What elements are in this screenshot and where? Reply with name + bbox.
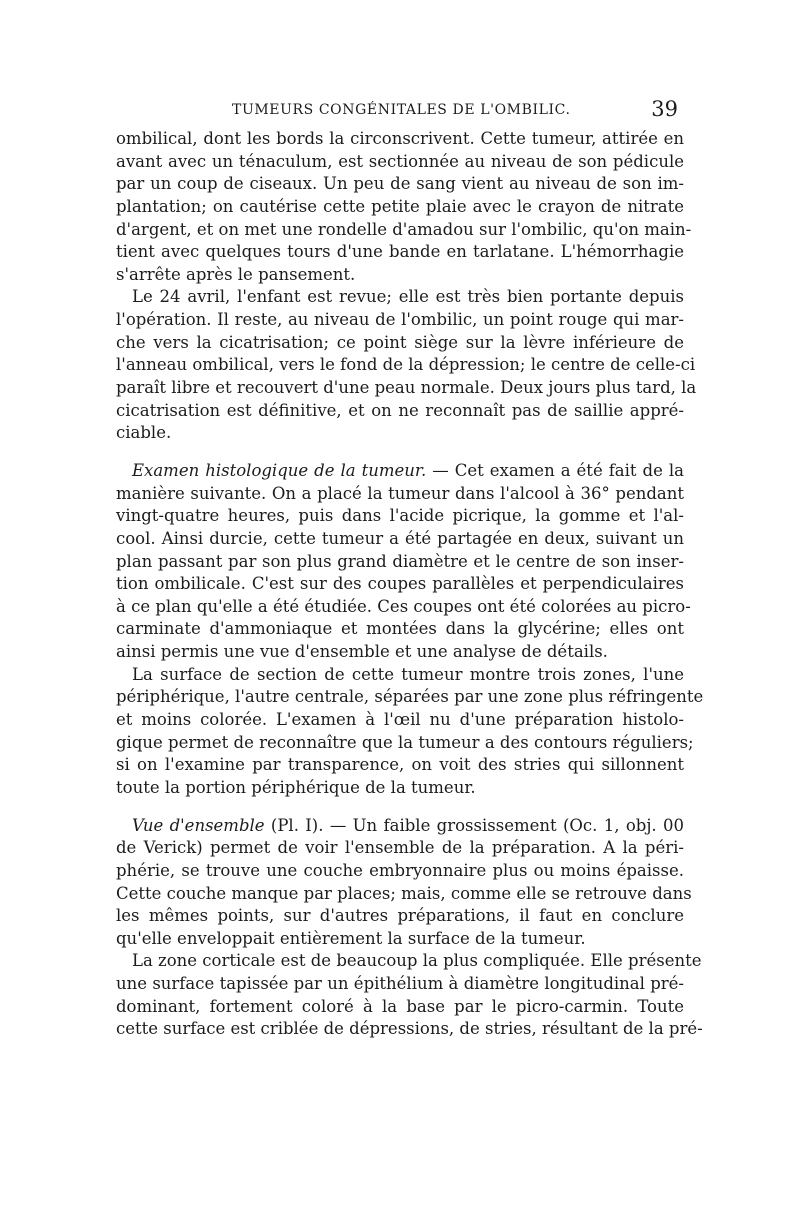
text-line: dominant, fortement coloré à la base par le picro-carmin. Toute <box>116 996 684 1016</box>
text-line: paraît libre et recouvert d'une peau normale. Deux jours plus tard, la <box>116 378 697 398</box>
text-line: périphérique, l'autre centrale, séparées par une zone plus réfringente <box>116 687 704 707</box>
text-line: à ce plan qu'elle a été étudiée. Ces coupes ont été colorées au picro- <box>116 596 691 616</box>
text-line <box>116 460 684 483</box>
text-line: ombilical, dont les bords la circonscrivent. Cette tumeur, attirée en <box>116 129 684 148</box>
text-line: ciable. <box>116 423 172 443</box>
text-line: s'arrête après le pansement. <box>116 264 356 284</box>
text-line: tient avec quelques tours d'une bande en tarlatane. L'hémorrhagie <box>116 242 684 262</box>
text-line: si on l'examine par transparence, on voit des stries qui sillonnent <box>116 755 684 775</box>
running-title: TUMEURS CONGÉNITALES DE L'OMBILIC. <box>232 102 571 118</box>
text-line: tion ombilicale. C'est sur des coupes parallèles et perpendiculaires <box>116 574 684 594</box>
text-line: La surface de section de cette tumeur montre trois zones, l'une <box>132 664 684 684</box>
text-line: les mêmes points, sur d'autres préparations, il faut en conclure <box>116 906 684 926</box>
text-line: qu'elle enveloppait entièrement la surface de la tumeur. <box>116 928 586 948</box>
text-line: plan passant par son plus grand diamètre et le centre de son inser- <box>116 551 684 571</box>
text-line: une surface tapissée par un épithélium à diamètre longitudinal pré- <box>116 974 684 994</box>
running-head <box>116 97 684 123</box>
text-line: l'anneau ombilical, vers le fond de la dépression; le centre de celle-ci <box>116 355 696 375</box>
text-line: Cette couche manque par places; mais, comme elle se retrouve dans <box>116 883 692 903</box>
text-line: avant avec un ténaculum, est sectionnée au niveau de son pédicule <box>116 151 684 171</box>
text-line: Le 24 avril, l'enfant est revue; elle est très bien portante depuis <box>132 287 684 307</box>
page-body <box>116 128 704 1041</box>
text-line: l'opération. Il reste, au niveau de l'ombilic, un point rouge qui mar- <box>116 310 684 330</box>
text-line: gique permet de reconnaître que la tumeur a des contours réguliers; <box>116 732 694 752</box>
page-number: 39 <box>651 97 678 121</box>
text-line: et moins colorée. L'examen à l'œil nu d'une préparation histolo- <box>116 710 684 730</box>
text-line: vingt-quatre heures, puis dans l'acide picrique, la gomme et l'al- <box>116 506 684 526</box>
text-line: phérie, se trouve une couche embryonnaire plus ou moins épaisse. <box>116 860 684 880</box>
heading-line-rest: — Cet examen a été fait de la <box>426 460 685 480</box>
text-line: d'argent, et on met une rondelle d'amadou sur l'ombilic, qu'on main- <box>116 219 692 239</box>
text-line: cool. Ainsi durcie, cette tumeur a été partagée en deux, suivant un <box>116 528 684 548</box>
text-line: La zone corticale est de beaucoup la plus compliquée. Elle présente <box>132 951 702 971</box>
text-line: manière suivante. On a placé la tumeur dans l'alcool à 36° pendant <box>116 483 684 503</box>
text-line: carminate d'ammoniaque et montées dans la glycérine; elles ont <box>116 619 684 639</box>
text-line: par un coup de ciseaux. Un peu de sang vient au niveau de son im- <box>116 174 684 194</box>
text-line: che vers la cicatrisation; ce point siège sur la lèvre inférieure de <box>116 332 684 352</box>
section-gap <box>116 800 684 815</box>
text-line: plantation; on cautérise cette petite plaie avec le crayon de nitrate <box>116 196 684 216</box>
text-line: de Verick) permet de voir l'ensemble de la préparation. A la péri- <box>116 838 684 858</box>
text-line: ainsi permis une vue d'ensemble et une analyse de détails. <box>116 642 608 662</box>
text-line: cicatrisation est définitive, et on ne reconnaît pas de saillie appré- <box>116 400 684 420</box>
heading-line-rest: (Pl. I). — Un faible grossissement (Oc. 1, obj. 00 <box>264 815 685 835</box>
section-heading: Examen histologique de la tumeur. <box>132 460 427 480</box>
section-gap <box>116 445 684 460</box>
text-line <box>116 815 684 838</box>
section-heading: Vue d'ensemble <box>132 815 265 835</box>
text-line: toute la portion périphérique de la tumeur. <box>116 777 476 797</box>
text-line: cette surface est criblée de dépressions, de stries, résultant de la pré- <box>116 1019 703 1039</box>
